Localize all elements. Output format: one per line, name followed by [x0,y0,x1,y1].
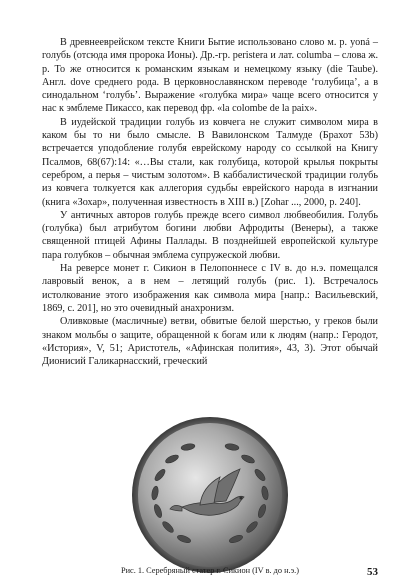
paragraph-5: Оливковые (масличные) ветви, обвитые белой шерстью, у греков были знаком мольбы о защите, обращенной к богам или к людям (напр.: Геродот, «История», V, 51; Аристотель, «Афинская полития», 43, 3). Этот обычай Дионисий Галикарнасский, греческий [42,316,378,368]
silver-stater-coin-image [130,415,290,575]
body-text [42,36,378,368]
paragraph-1: В древнееврейском тексте Книги Бытие использовано слово м. р. yoná – голубь (отсюда имя пророка Ионы). Др.-гр. peristera и лат. columba – слова ж. р. То же относится к романским языкам и немецкому языку (die Taube). Англ. dove среднего рода. В церковнославянском переводе ‘голубица’, а в синодальном ‘голубь’. Выражение «голубка мира» чаще всего относится у нас к эмблеме Пикассо, как перевод фр. «la colombe de la paix». [42,37,378,115]
paragraph-2: В иудейской традиции голубь из ковчега не служит символом мира в каком бы то ни было смысле. В Вавилонском Талмуде (Брахот 53b) встречается уподобление голубя еврейскому народу со ссылкой на Книгу Псалмов, 68(67):14: «…Вы стали, как голубица, которой крылья покрыты серебром, а перья – чистым золотом». В каббалистической традиции голубь из ковчега толкуется как аллегория судьбы еврейского народа в изгнании (книга «Зохар», полученная известность в XIII в.) [Zohar ..., 2000, p. 240]. [42,116,378,208]
page-number: 53 [367,566,378,578]
figure-caption: Рис. 1. Серебряный статер г. Сикион (IV в. до н.э.) [120,566,300,575]
paragraph-4: На реверсе монет г. Сикион в Пелопоннесе с IV в. до н.э. помещался лавровый венок, а в нем – летящий голубь (рис. 1). Встречалось истолкование этого изображения как символа мира [напр.: Васильевский, 1869, с. 201], но это очевидный анахронизм. [42,263,378,314]
paragraph-3: У античных авторов голубь прежде всего символ любвеобилия. Голубь (голубка) был атрибутом богини любви Афродиты (Венеры), а также священной птицей Афины Паллады. В позднейшей европейской культуре пара голубков – обычная эмблема супружеской любви. [42,209,378,261]
